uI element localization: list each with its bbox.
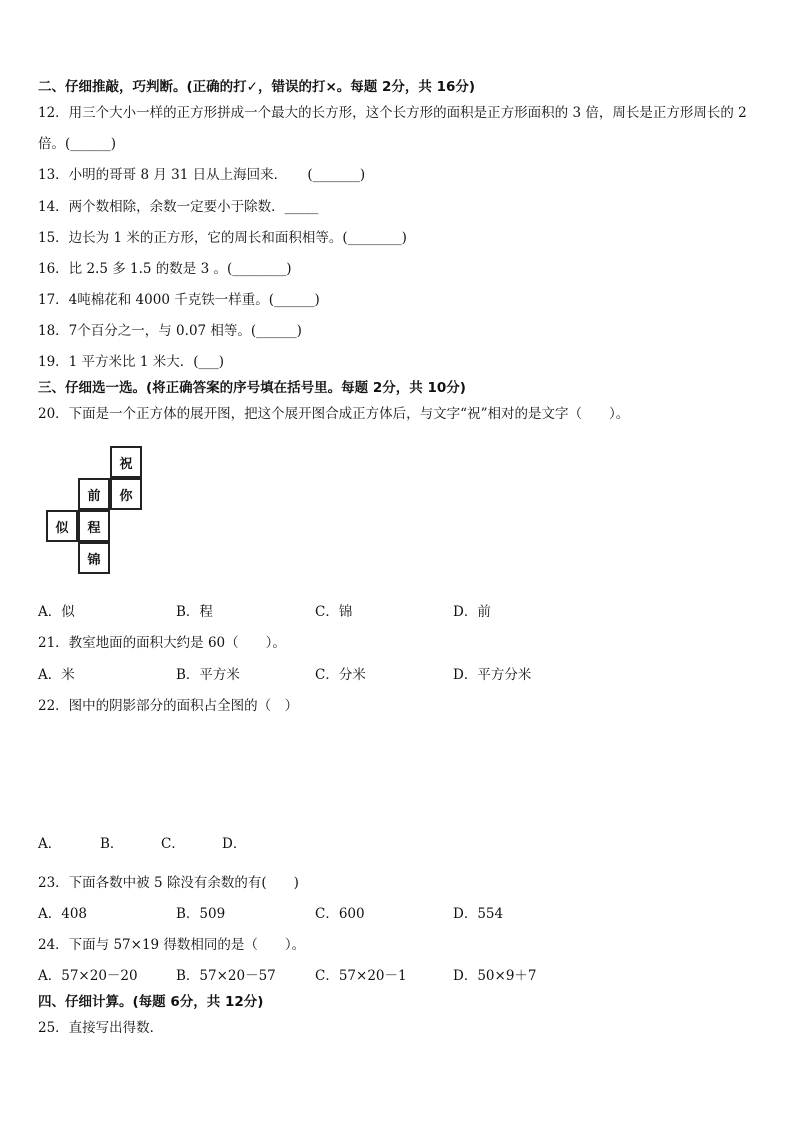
question-20-option-d: D．前 [453,604,491,620]
question-19: 19．1 平方米比 1 米大．(___) [38,354,225,370]
question-21-option-d: D．平方分米 [453,667,532,683]
question-22-option-c: C． [161,836,185,852]
question-22-option-d: D． [222,836,247,852]
net-cell: 似 [46,510,78,542]
question-22-stem: 22．图中的阴影部分的面积占全图的（ ） [38,698,299,714]
question-23-option-c: C．600 [315,906,365,922]
question-23-option-d: D．554 [453,906,504,922]
question-25-stem: 25．直接写出得数． [38,1020,164,1036]
question-17: 17．4吨棉花和 4000 千克铁一样重。(______) [38,292,320,308]
question-24-option-c: C．57×20－1 [315,968,407,984]
question-18: 18．7个百分之一，与 0.07 相等。(______) [38,323,302,339]
net-cell: 你 [110,478,142,510]
net-cell: 锦 [78,542,110,574]
question-24-option-d: D．50×9＋7 [453,968,537,984]
question-24-stem: 24．下面与 57×19 得数相同的是（ ）。 [38,937,306,953]
question-21-stem: 21．教室地面的面积大约是 60（ ）。 [38,635,286,651]
cube-net-figure [44,446,154,586]
question-24-option-b: B．57×20－57 [176,968,276,984]
question-23-stem: 23．下面各数中被 5 除没有余数的有( ) [38,875,299,891]
question-22-option-b: B． [100,836,124,852]
net-cell: 程 [78,510,110,542]
question-21-option-c: C．分米 [315,667,366,683]
question-12-line2: 倍。(______) [38,136,117,152]
question-12-line1: 12．用三个大小一样的正方形拼成一个最大的长方形，这个长方形的面积是正方形面积的 3 倍，周长是正方形周长的 2 [38,105,747,121]
question-24-option-a: A．57×20－20 [38,968,138,984]
question-21-option-a: A．米 [38,667,75,683]
question-20-option-a: A．似 [38,604,75,620]
question-23-option-a: A．408 [38,906,88,922]
question-14: 14．两个数相除，余数一定要小于除数．_____ [38,199,319,215]
question-20-stem: 20．下面是一个正方体的展开图，把这个展开图合成正方体后，与文字“祝”相对的是文字（ ）。 [38,406,630,422]
section-four-heading: 四、仔细计算。(每题 6分，共 12分) [38,994,264,1010]
section-two-heading: 二、仔细推敲，巧判断。(正确的打✓，错误的打×。每题 2分，共 16分) [38,79,476,95]
question-20-option-b: B．程 [176,604,213,620]
net-cell: 祝 [110,446,142,478]
question-16: 16．比 2.5 多 1.5 的数是 3 。(________) [38,261,292,277]
question-23-option-b: B．509 [176,906,226,922]
question-13: 13．小明的哥哥 8 月 31 日从上海回来． (_______) [38,167,366,183]
question-21-option-b: B．平方米 [176,667,240,683]
question-15: 15．边长为 1 米的正方形，它的周长和面积相等。(________) [38,230,407,246]
question-22-option-a: A． [38,836,62,852]
net-cell: 前 [78,478,110,510]
section-three-heading: 三、仔细选一选。(将正确答案的序号填在括号里。每题 2分，共 10分) [38,380,466,396]
question-20-option-c: C．锦 [315,604,353,620]
